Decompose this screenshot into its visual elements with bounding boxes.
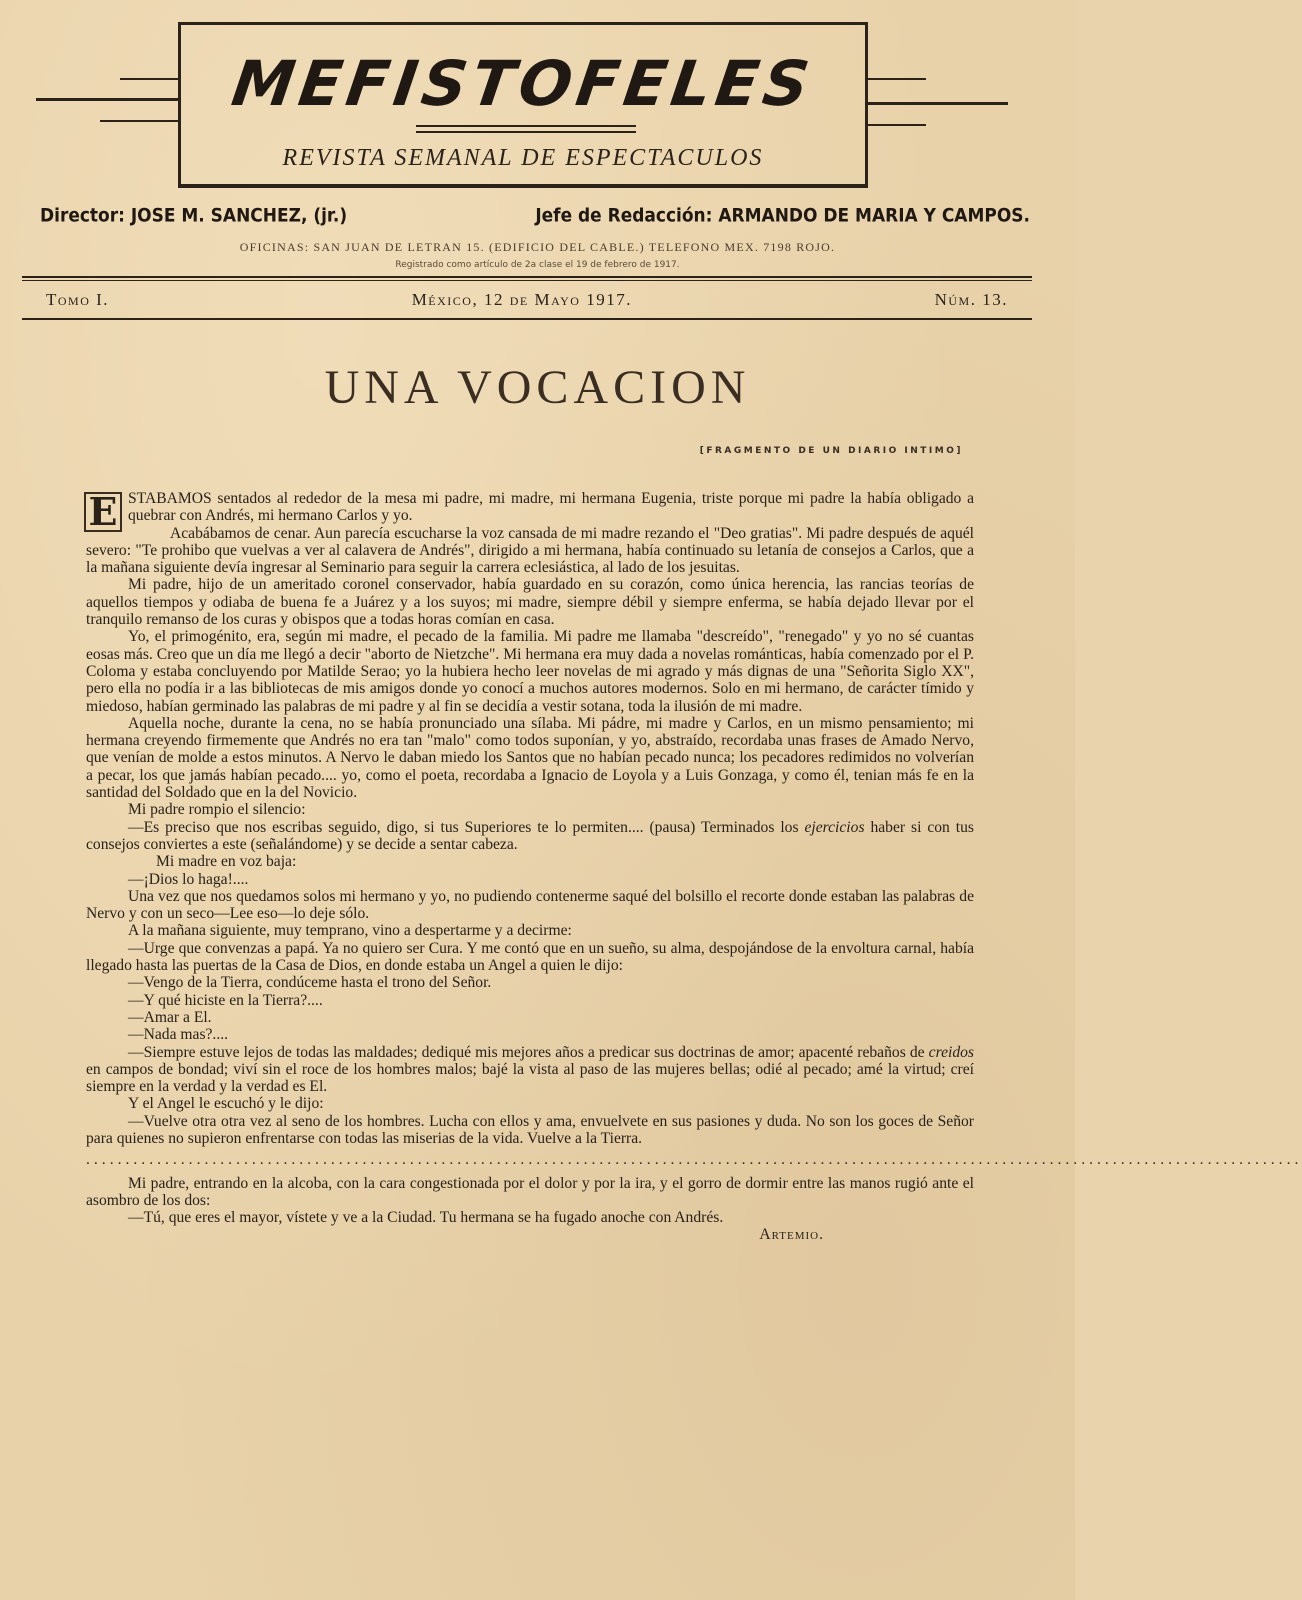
paragraph-7: —Es preciso que nos escribas seguido, digo, si tus Superiores te lo permiten.... (pausa) Terminados los ejercicios haber si con tus consejos conviertes a este (señalándome) y se decide a sentar cabeza.: [86, 818, 974, 853]
issue-date: México, 12 de Mayo 1917.: [411, 290, 632, 309]
magazine-subtitle: REVISTA SEMANAL DE ESPECTACULOS: [282, 145, 764, 171]
article-subtitle: [FRAGMENTO DE UN DIARIO INTIMO]: [699, 446, 963, 456]
volume-label: Tomo I.: [46, 290, 110, 309]
staff-line: [40, 205, 1030, 227]
masthead-rule-upper: [416, 125, 636, 127]
paragraph-19: —Vuelve otra otra vez al seno de los hombres. Lucha con ellos y ama, envuelvete en sus pasiones y duda. No son los goces de Señor para quienes no supieron enfrentarse con todas las miserias de la vida. Vuelve a la Tierra.: [86, 1112, 974, 1147]
drop-cap: E: [84, 492, 122, 532]
header-rule-top: [22, 276, 1032, 278]
paragraph-6: Mi padre rompio el silencio:: [128, 801, 306, 819]
section-break-dots: ..........................................................................................................................................................: [86, 1151, 1302, 1169]
paragraph-20: Mi padre, entrando en la alcoba, con la cara congestionada por el dolor y por la ira, y el gorro de dormir entre las manos rugió ante el asombro de los dos:: [86, 1174, 974, 1209]
paragraph-1: E STABAMOS sentados al rededor de la mesa mi padre, mi madre, mi hermana Eugenia, triste porque mi padre la había obligado a quebrar con Andrés, mi hermano Carlos y yo.: [86, 490, 974, 525]
masthead-rule-lower: [416, 131, 636, 133]
article-body: [86, 489, 1302, 1244]
paragraph-11: A la mañana siguiente, muy temprano, vino a despertarme y a decirme:: [128, 922, 572, 940]
offices-line: OFICINAS: SAN JUAN DE LETRAN 15. (EDIFICIO DEL CABLE.) TELEFONO MEX. 7198 ROJO.: [239, 240, 836, 254]
paragraph-18: Y el Angel le escuchó y le dijo:: [128, 1095, 324, 1113]
paragraph-3: Mi padre, hijo de un ameritado coronel conservador, había guardado en su corazón, como única herencia, las rancias teorías de aquellos tiempos y odiaba de buena fe a Juárez y a los suyos; mi madre, siempre débil y siempre enferma, se había dejado llevar por el tranquilo remanso de los curas y obispos que a todas horas comían en casa.: [86, 576, 974, 629]
masthead-box: [178, 22, 868, 188]
header-rule-bottom: [22, 318, 1032, 320]
author-signature: Artemio.: [759, 1226, 824, 1244]
paragraph-14: —Y qué hiciste en la Tierra?....: [128, 991, 323, 1009]
paragraph-5: Aquella noche, durante la cena, no se había pronunciado una sílaba. Mi pádre, mi madre y Carlos, en un mismo pensamiento; mi hermana creyendo firmemente que Andrés no era tan "malo" como todos suponían, y yo, abstraído, recordaba unas frases de Amado Nervo, que venían de molde a estos minutos. A Nervo le daban miedo los Santos que no habían pecado nunca; los pecadores redimidos no volverían a pecar, los que jamás habían pecado.... yo, como el poeta, recordaba a Ignacio de Loyola y a Luis Gonzaga, y como él, tenian más fe en la santidad del Soldado que en la del Novicio.: [86, 714, 974, 802]
paragraph-2: Acabábamos de cenar. Aun parecía escucharse la voz cansada de mi madre rezando el "Deo gratias". Mi padre después de aquél severo: "Te prohibo que vuelvas a ver al calavera de Andrés", dirigido a mi hermana, había continuado su letanía de consejos a Carlos, que a la mañana siguiente devía ingresar al Seminario para seguir la carrera eclesiástica, al lado de los jesuitas.: [86, 524, 974, 577]
paragraph-13: —Vengo de la Tierra, condúceme hasta el trono del Señor.: [128, 974, 492, 992]
masthead-side-rule-left-top: [36, 98, 178, 101]
article-title: UNA VOCACION: [324, 361, 751, 414]
masthead-side-rule-right-bottom: [868, 124, 926, 126]
masthead-side-rule-right-upper: [868, 78, 926, 80]
paragraph-21: —Tú, que eres el mayor, vístete y ve a la Ciudad. Tu hermana se ha fugado anoche con Andrés.: [128, 1209, 724, 1227]
registration-line: Registrado como artículo de 2a clase el 19 de febrero de 1917.: [395, 260, 680, 270]
paragraph-16: —Nada mas?....: [128, 1026, 229, 1044]
masthead-side-rule-left-upper: [120, 78, 178, 80]
issue-meta: [46, 290, 1008, 310]
paragraph-9: —¡Dios lo haga!....: [128, 870, 249, 888]
editor-credit: Jefe de Redacción: ARMANDO DE MARIA Y CAMPOS.: [535, 205, 1030, 227]
paragraph-17: —Siempre estuve lejos de todas las maldades; dediqué mis mejores años a predicar sus doctrinas de amor; apacenté rebaños de creidos en campos de bondad; viví sin el roce de los hombres malos; bajé la vista al paso de las mujeres bellas; odié al pecado; amé la virtud; creí siempre en la verdad y la verdad es El.: [86, 1043, 974, 1096]
paragraph-15: —Amar a El.: [128, 1008, 212, 1026]
header-rule-top-thin: [22, 280, 1032, 281]
masthead-side-rule-left-bottom: [100, 120, 178, 122]
director-credit: Director: JOSE M. SANCHEZ, (jr.): [40, 205, 348, 227]
magazine-title: MEFISTOFELES: [227, 47, 819, 120]
issue-number: Núm. 13.: [934, 290, 1008, 309]
paragraph-12: —Urge que convenzas a papá. Ya no quiero ser Cura. Y me contó que en un sueño, su alma, despojándose de la envoltura carnal, había llegado hasta las puertas de la Casa de Dios, en donde estaba un Angel a quien le dijo:: [86, 939, 974, 975]
paragraph-8: Mi madre en voz baja:: [156, 853, 297, 871]
masthead-side-rule-right-top: [868, 102, 1008, 105]
paragraph-10: Una vez que nos quedamos solos mi hermano y yo, no pudiendo contenerme saqué del bolsillo el recorte donde estaban las palabras de Nervo y con un seco—Lee eso—lo deje sólo.: [86, 887, 974, 923]
paragraph-4: Yo, el primogénito, era, según mi madre, el pecado de la familia. Mi padre me llamaba "descreído", "renegado" y yo no sé cuantas eosas más. Creo que un día me llegó a decir "aborto de Nietzche". Mi hermana era muy dada a novelas románticas, había comenzado por el P. Coloma y estaba concluyendo por Matilde Serao; yo la hubiera hecho leer novelas de mi agrado y más dignas de una "Señorita Siglo XX", pero ella no podía ir a las bibliotecas de mis amigos donde yo conocí a muchos autores modernos. Solo en mi hermano, de carácter tímido y miedoso, habían germinado las palabras de mi padre y al fin se decidía a vestir sotana, toda la ilusión de mi madre.: [86, 628, 974, 715]
